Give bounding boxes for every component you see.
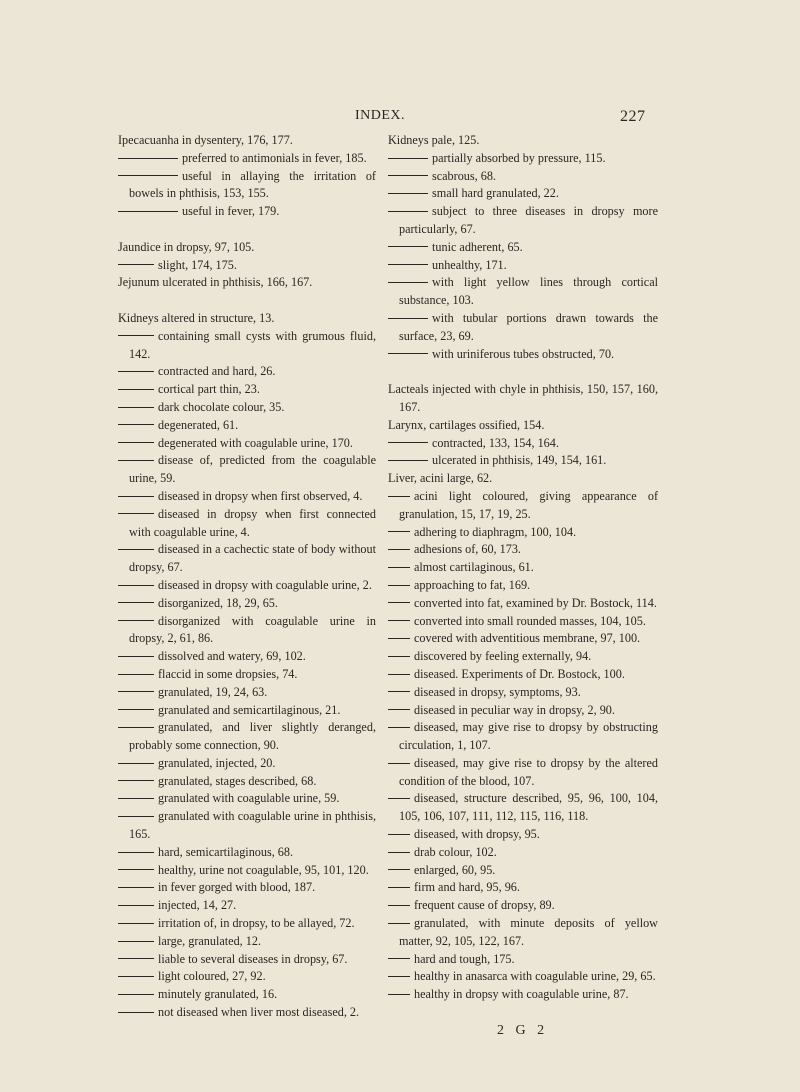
index-entry: Larynx, cartilages ossified, 154. bbox=[388, 417, 545, 432]
signature-mark: 2 G 2 bbox=[497, 1023, 549, 1038]
index-subentry: enlarged, 60, 95. bbox=[388, 862, 658, 880]
index-subentry: ulcerated in phthisis, 149, 154, 161. bbox=[388, 452, 658, 470]
index-entry: Jaundice in dropsy, 97, 105. bbox=[118, 239, 255, 254]
index-subentry: granulated with coagulable urine, 59. bbox=[118, 790, 376, 808]
index-subentry: almost cartilaginous, 61. bbox=[388, 559, 658, 577]
entry-gap bbox=[118, 221, 376, 239]
index-subentry: cortical part thin, 23. bbox=[118, 381, 376, 399]
index-subentry: unhealthy, 171. bbox=[388, 257, 658, 275]
index-subentry: disease of, predicted from the coagulable urine, 59. bbox=[118, 452, 376, 488]
index-subentry: slight, 174, 175. bbox=[118, 257, 376, 275]
index-subentry: healthy in anasarca with coagulable urine, 29, 65. bbox=[388, 968, 658, 986]
index-subentry: granulated with coagulable urine in phthisis, 165. bbox=[118, 808, 376, 844]
index-subentry: healthy in dropsy with coagulable urine, 87. bbox=[388, 986, 658, 1004]
index-subentry: disorganized, 18, 29, 65. bbox=[118, 595, 376, 613]
index-subentry: hard, semicartilaginous, 68. bbox=[118, 844, 376, 862]
entry-gap bbox=[388, 363, 658, 381]
index-entry: Kidneys altered in structure, 13. bbox=[118, 310, 275, 325]
index-subentry: diseased in peculiar way in dropsy, 2, 90. bbox=[388, 702, 658, 720]
index-subentry: with uriniferous tubes obstructed, 70. bbox=[388, 346, 658, 364]
index-subentry: scabrous, 68. bbox=[388, 168, 658, 186]
index-subentry: contracted, 133, 154, 164. bbox=[388, 435, 658, 453]
index-subentry: diseased in dropsy with coagulable urine, 2. bbox=[118, 577, 376, 595]
index-subentry: adhering to diaphragm, 100, 104. bbox=[388, 524, 658, 542]
index-subentry: frequent cause of dropsy, 89. bbox=[388, 897, 658, 915]
index-subentry: partially absorbed by pressure, 115. bbox=[388, 150, 658, 168]
index-subentry: diseased in dropsy, symptoms, 93. bbox=[388, 684, 658, 702]
index-entry: Kidneys pale, 125. bbox=[388, 133, 480, 147]
index-subentry: acini light coloured, giving appearance of granulation, 15, 17, 19, 25. bbox=[388, 488, 658, 524]
index-subentry: approaching to fat, 169. bbox=[388, 577, 658, 595]
index-subentry: discovered by feeling externally, 94. bbox=[388, 648, 658, 666]
index-column-right bbox=[388, 132, 658, 1004]
index-subentry: preferred to antimonials in fever, 185. bbox=[118, 150, 376, 168]
index-subentry: small hard granulated, 22. bbox=[388, 185, 658, 203]
index-subentry: contracted and hard, 26. bbox=[118, 363, 376, 381]
running-header bbox=[0, 108, 800, 128]
index-subentry: liable to several diseases in dropsy, 67. bbox=[118, 951, 376, 969]
index-subentry: granulated, and liver slightly deranged, probably some connection, 90. bbox=[118, 719, 376, 755]
index-entry: Lacteals injected with chyle in phthisis, 150, 157, 160, 167. bbox=[388, 382, 658, 414]
index-subentry: useful in fever, 179. bbox=[118, 203, 376, 221]
index-subentry: covered with adventitious membrane, 97, 100. bbox=[388, 630, 658, 648]
index-subentry: drab colour, 102. bbox=[388, 844, 658, 862]
index-subentry: diseased in dropsy when first connected with coagulable urine, 4. bbox=[118, 506, 376, 542]
entry-gap bbox=[118, 292, 376, 310]
index-subentry: degenerated with coagulable urine, 170. bbox=[118, 435, 376, 453]
index-subentry: large, granulated, 12. bbox=[118, 933, 376, 951]
index-subentry: dissolved and watery, 69, 102. bbox=[118, 648, 376, 666]
index-subentry: degenerated, 61. bbox=[118, 417, 376, 435]
index-subentry: dark chocolate colour, 35. bbox=[118, 399, 376, 417]
index-subentry: granulated, 19, 24, 63. bbox=[118, 684, 376, 702]
index-subentry: subject to three diseases in dropsy more particularly, 67. bbox=[388, 203, 658, 239]
index-subentry: firm and hard, 95, 96. bbox=[388, 879, 658, 897]
index-subentry: healthy, urine not coagulable, 95, 101, 120. bbox=[118, 862, 376, 880]
index-subentry: converted into small rounded masses, 104, 105. bbox=[388, 613, 658, 631]
index-subentry: diseased, may give rise to dropsy by the altered condition of the blood, 107. bbox=[388, 755, 658, 791]
index-subentry: granulated, injected, 20. bbox=[118, 755, 376, 773]
index-subentry: converted into fat, examined by Dr. Bostock, 114. bbox=[388, 595, 658, 613]
index-subentry: disorganized with coagulable urine in dropsy, 2, 61, 86. bbox=[118, 613, 376, 649]
index-subentry: containing small cysts with grumous fluid, 142. bbox=[118, 328, 376, 364]
index-subentry: with tubular portions drawn towards the surface, 23, 69. bbox=[388, 310, 658, 346]
index-subentry: diseased in a cachectic state of body without dropsy, 67. bbox=[118, 541, 376, 577]
index-subentry: light coloured, 27, 92. bbox=[118, 968, 376, 986]
index-subentry: useful in allaying the irritation of bowels in phthisis, 153, 155. bbox=[118, 168, 376, 204]
index-subentry: diseased, structure described, 95, 96, 100, 104, 105, 106, 107, 111, 112, 115, 116, 118. bbox=[388, 790, 658, 826]
header-title: INDEX. bbox=[355, 108, 406, 123]
index-entry: Ipecacuanha in dysentery, 176, 177. bbox=[118, 133, 293, 147]
index-subentry: flaccid in some dropsies, 74. bbox=[118, 666, 376, 684]
index-subentry: diseased in dropsy when first observed, 4. bbox=[118, 488, 376, 506]
index-entry: Jejunum ulcerated in phthisis, 166, 167. bbox=[118, 275, 313, 290]
index-subentry: granulated, with minute deposits of yellow matter, 92, 105, 122, 167. bbox=[388, 915, 658, 951]
index-subentry: irritation of, in dropsy, to be allayed, 72. bbox=[118, 915, 376, 933]
index-entry: Liver, acini large, 62. bbox=[388, 471, 493, 486]
index-subentry: in fever gorged with blood, 187. bbox=[118, 879, 376, 897]
index-subentry: with light yellow lines through cortical substance, 103. bbox=[388, 274, 658, 310]
index-subentry: injected, 14, 27. bbox=[118, 897, 376, 915]
index-subentry: diseased, may give rise to dropsy by obstructing circulation, 1, 107. bbox=[388, 719, 658, 755]
page-number: 227 bbox=[620, 108, 646, 125]
index-subentry: minutely granulated, 16. bbox=[118, 986, 376, 1004]
index-subentry: tunic adherent, 65. bbox=[388, 239, 658, 257]
index-subentry: not diseased when liver most diseased, 2. bbox=[118, 1004, 376, 1022]
index-subentry: granulated, stages described, 68. bbox=[118, 773, 376, 791]
index-subentry: diseased. Experiments of Dr. Bostock, 100. bbox=[388, 666, 658, 684]
index-subentry: granulated and semicartilaginous, 21. bbox=[118, 702, 376, 720]
index-subentry: hard and tough, 175. bbox=[388, 951, 658, 969]
index-subentry: diseased, with dropsy, 95. bbox=[388, 826, 658, 844]
index-subentry: adhesions of, 60, 173. bbox=[388, 541, 658, 559]
index-column-left bbox=[118, 132, 376, 1022]
